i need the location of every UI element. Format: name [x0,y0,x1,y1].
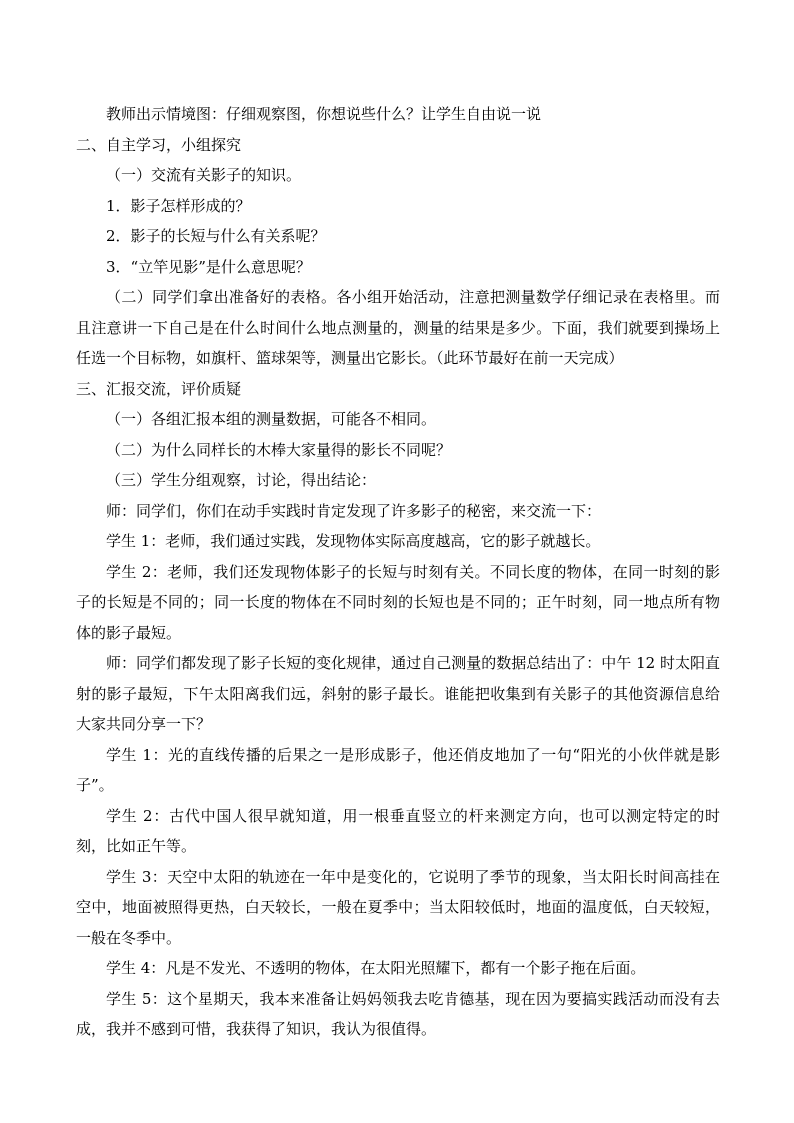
student-line-1: 学生 1：老师，我们通过实践，发现物体实际高度越高，它的影子就越长。 [106,532,601,550]
student-paragraph-2b: 学生 2：古代中国人很早就知道，用一根垂直竖立的杆来测定方向，也可以测定特定的时刻，比如正午等。 [76,806,720,855]
section-heading-2: 二、自主学习，小组探究 [76,135,242,154]
question-1: 1．影子怎样形成的？ [106,196,251,215]
teacher-line-1: 师：同学们，你们在动手实践时肯定发现了许多影子的秘密，来交流一下： [106,501,602,520]
student-line-4: 学生 4：凡是不发光、不透明的物体，在太阳光照耀下，都有一个影子拖在后面。 [106,959,646,977]
report-item-2: （二）为什么同样长的木棒大家量得的影长不同呢？ [106,440,452,459]
student-paragraph-1b: 学生 1：光的直线传播的后果之一是形成影子，他还俏皮地加了一句“阳光的小伙伴就是影子”。 [76,745,720,794]
question-3: 3．“立竿见影”是什么意思呢？ [106,257,311,276]
teacher-paragraph-2: 师：同学们都发现了影子长短的变化规律，通过自己测量的数据总结出了：中午 12 时太阳直射的影子最短，下午太阳离我们远，斜射的影子最长。谁能把收集到有关影子的其他资源信息给大家共同分享一下？ [76,654,720,733]
report-item-1: （一）各组汇报本组的测量数据，可能各不相同。 [106,410,437,428]
subsection-1: （一）交流有关影子的知识。 [106,166,302,184]
subsection-2-paragraph: （二）同学们拿出准备好的表格。各小组开始活动，注意把测量数学仔细记录在表格里。而且注意讲一下自己是在什么时间什么地点测量的，测量的结果是多少。下面，我们就要到操场上任选一个目标物，如旗杆、篮球架等，测量出它影长。（此环节最好在前一天完成） [76,288,720,367]
report-item-3: （三）学生分组观察，讨论，得出结论： [106,471,377,489]
section-heading-3: 三、汇报交流，评价质疑 [76,379,242,398]
student-paragraph-3: 学生 3：天空中太阳的轨迹在一年中是变化的，它说明了季节的现象，当太阳长时间高挂在空中，地面被照得更热，白天较长，一般在夏季中；当太阳较低时，地面的温度低，白天较短，一般在冬季中。 [76,867,720,947]
student-paragraph-5: 学生 5：这个星期天，我本来准备让妈妈领我去吃肯德基，现在因为要搞实践活动而没有去成，我并不感到可惜，我获得了知识，我认为很值得。 [76,989,720,1038]
question-2: 2．影子的长短与什么有关系呢？ [106,227,326,245]
document-page [76,99,720,1045]
intro-line: 教师出示情境图：仔细观察图，你想说些什么？让学生自由说一说 [106,105,542,123]
student-paragraph-2: 学生 2：老师，我们还发现物体影子的长短与时刻有关。不同长度的物体，在同一时刻的影子的长短是不同的；同一长度的物体在不同时刻的长短也是不同的；正午时刻，同一地点所有物体的影子最短。 [76,562,720,642]
